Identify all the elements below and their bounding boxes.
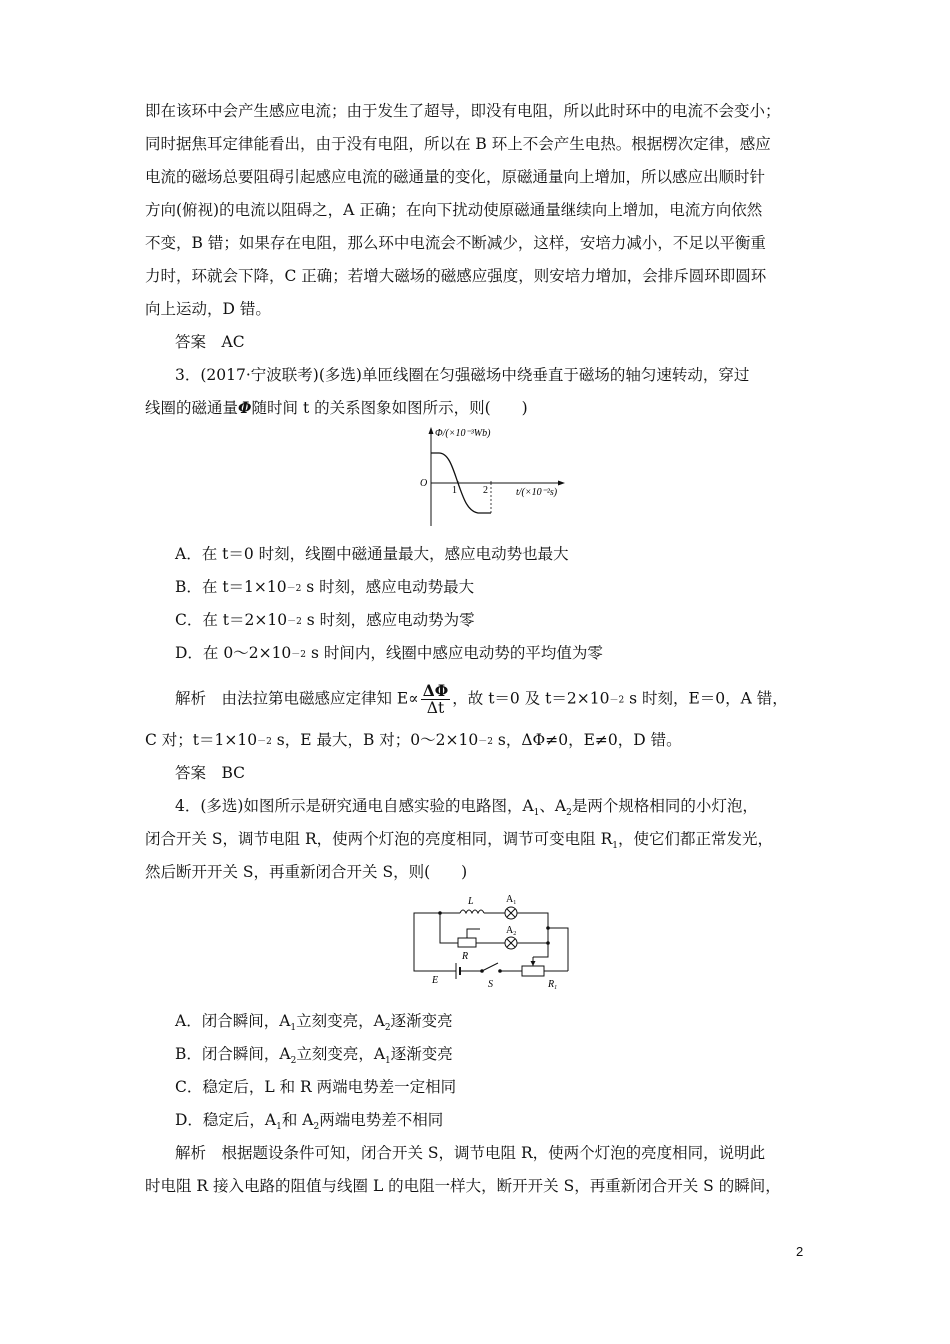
stem-text: 、A [539,797,567,815]
wire [533,943,548,957]
label-A2-text: A [506,925,514,936]
fraction-numerator: ΔΦ [422,681,449,700]
text-line: 电流的磁场总要阻碍引起感应电流的磁通量的变化，原磁通量向上增加，所以感应出顺时针 [145,168,766,186]
subscript: 1 [290,1023,297,1033]
wire-right [548,928,568,955]
fraction [421,683,451,716]
q3-stem-line2 [145,398,825,418]
solution-text: s 时刻，E＝0，A 错， [624,689,788,708]
fraction-denominator: Δt [426,699,445,717]
option-text: s 时刻，感应电动势为零 [301,611,475,629]
q3-option-c [175,610,855,630]
rheostat-R1 [522,966,544,976]
q4-option-d [175,1110,855,1130]
origin-label: O [420,478,428,489]
y-axis-arrow [429,427,434,434]
wire [517,913,548,928]
solution-text: 解析 由法拉第电磁感应定律知 E∝ [175,689,419,708]
exponent: －2 [609,695,625,706]
q4-solution-line2: 时电阻 R 接入电路的阻值与线圈 L 的电阻一样大，断开开关 S，再重新闭合开关 S 的瞬间， [145,1177,781,1195]
x-axis-arrow [558,481,565,486]
subscript: 2 [313,1122,320,1132]
q3-option-b [175,577,855,597]
stem-text: 4．(多选)如图所示是研究通电自感实验的电路图，A [175,797,534,815]
label-A2-sub: 2 [513,931,517,937]
q4-stem-line3: 然后断开开关 S，再重新闭合开关 S，则( ) [145,863,468,881]
junction-dot [546,926,550,930]
q4-option-c: C．稳定后，L 和 R 两端电势差一定相同 [175,1078,457,1096]
resistor-R [458,938,476,947]
exponent: －2 [257,737,272,747]
switch-contact [498,969,502,973]
option-text: 和 A [281,1111,314,1129]
option-text: B．闭合瞬间，A [175,1045,291,1063]
slider-arrow [531,961,536,966]
option-text: D．在 0～2×10 [175,644,292,662]
junction-dot [438,911,442,915]
option-text: 逐渐变亮 [390,1045,453,1063]
option-text: 逐渐变亮 [390,1012,453,1030]
page-number: 2 [796,1244,804,1259]
label-S: S [488,979,493,990]
option-text: 两端电势差不相同 [319,1111,444,1129]
q4-solution-line1: 解析 根据题设条件可知，闭合开关 S，调节电阻 R，使两个灯泡的亮度相同，说明此 [175,1144,766,1162]
q4-option-b [175,1044,855,1064]
label-R1 [547,979,557,991]
subscript: 2 [566,808,572,818]
exponent: －2 [286,584,302,594]
exponent: －2 [478,737,493,747]
label-A1 [506,894,516,906]
wire [440,913,458,943]
subscript: 2 [290,1056,297,1066]
subscript: 1 [276,1122,282,1132]
stem-text: 是两个规格相同的小灯泡， [571,797,758,815]
label-A1-sub: 1 [513,900,517,906]
q3-option-a: A．在 t＝0 时刻，线圈中磁通量最大，感应电动势也最大 [175,545,569,563]
text-line: 向上运动，D 错。 [145,300,271,318]
option-text: s 时刻，感应电动势最大 [301,578,475,596]
option-text: B．在 t＝1×10 [175,578,287,596]
tick-2-label: 2 [483,485,488,496]
solution-text: s，ΔΦ≠0，E≠0，D 错。 [492,731,682,749]
answer-2: 答案 AC [175,333,245,351]
subscript: 1 [612,841,618,851]
q3-stem-line1: 3．(2017·宁波联考)(多选)单匝线圈在匀强磁场中绕垂直于磁场的轴匀速转动，穿过 [175,366,750,384]
switch-contact [480,969,484,973]
q3-stem-text: 线圈的磁通量 [145,399,239,417]
switch-S [482,963,498,971]
subscript: 2 [384,1023,391,1033]
label-R: R [462,951,469,962]
label-R1-sub: 1 [554,985,558,991]
answer-3: 答案 BC [175,764,246,782]
text-line: 力时，环就会下降，C 正确；若增大磁场的磁感应强度，则安培力增加，会排斥圆环即圆环 [145,267,767,285]
text-line: 同时据焦耳定律能看出，由于没有电阻，所以在 B 环上不会产生电热。根据楞次定律，感应 [145,135,771,153]
exponent: －2 [287,617,302,627]
q3-stem-text: 随时间 t 的关系图象如图所示，则( ) [251,399,528,417]
q4-option-a [175,1011,855,1031]
wire-left [414,913,450,971]
stem-text: ，使它们都正常发光， [617,830,773,848]
text-line: 方向(俯视)的电流以阻碍之，A 正确；在向下扰动使原磁通量继续向上增加，电流方向依然 [145,201,763,219]
wire [467,929,480,938]
q3-solution-line1 [175,683,855,716]
subscript: 1 [385,1056,391,1066]
solution-text: s，E 最大，B 对；0～2×10 [271,731,479,749]
option-text: 立刻变亮，A [296,1012,385,1030]
text-line: 不变，B 错；如果存在电阻，那么环中电流会不断减少，这样，安培力减小，不足以平衡重 [145,234,766,252]
x-axis-label: t/(×10⁻²s) [516,487,558,498]
stem-text: 闭合开关 S，调节电阻 R，使两个灯泡的亮度相同，调节可变电阻 R [145,830,613,848]
tick-1-label: 1 [452,485,457,496]
q4-stem-line1 [175,796,855,816]
circuit-diagram [410,893,580,993]
q3-solution-line2 [145,730,825,750]
inductor-L [460,910,484,913]
label-A1-text: A [506,894,514,905]
label-L: L [468,896,474,907]
q3-option-d [175,643,855,663]
option-text: A．闭合瞬间，A [175,1012,291,1030]
label-R1-text: R [548,979,555,990]
solution-text: ，故 t＝0 及 t＝2×10 [452,689,610,708]
option-text: 立刻变亮，A [296,1045,386,1063]
flux-time-graph [418,424,578,528]
option-text: D．稳定后，A [175,1111,277,1129]
y-axis-label: Φ/(×10⁻³Wb) [435,428,491,439]
exponent: －2 [291,650,307,660]
subscript: 1 [533,808,540,818]
phi-symbol: Φ [238,398,252,417]
text-line: 即在该环中会产生感应电流；由于发生了超导，即没有电阻，所以此时环中的电流不会变小； [145,102,781,120]
solution-text: C 对；t＝1×10 [145,731,258,749]
label-E: E [432,975,439,986]
q4-stem-line2 [145,829,825,849]
junction-dot [546,941,550,945]
label-A2 [506,925,516,937]
option-text: C．在 t＝2×10 [175,611,288,629]
option-text: s 时间内，线圈中感应电动势的平均值为零 [306,644,603,662]
